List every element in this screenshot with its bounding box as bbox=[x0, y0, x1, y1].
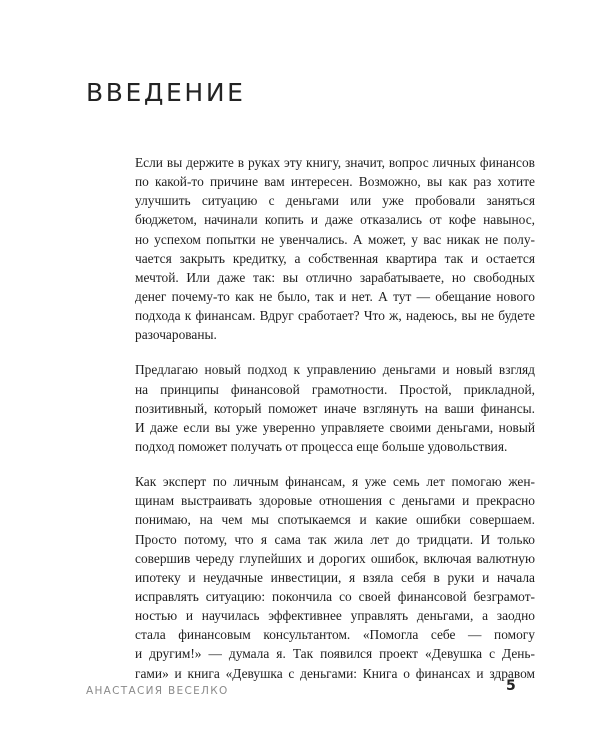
text-line: но успехом попытки не увенчались. А может, у вас никак не полу- bbox=[135, 231, 535, 247]
text-line: улучшить ситуацию с деньгами или уже пробовали заняться bbox=[135, 193, 535, 209]
text-line: Как эксперт по личным финансам, я уже семь лет помогаю жен- bbox=[135, 474, 535, 490]
paragraph bbox=[135, 153, 535, 344]
text-line: щинам выстраивать здоровые отношения с деньгами и прекрасно bbox=[135, 493, 535, 509]
text-line: чается закрыть кредитку, а собственная квартира так и остается bbox=[135, 250, 535, 266]
footer-author: АНАСТАСИЯ ВЕСЕЛКО bbox=[86, 685, 229, 697]
text-line: на принципы финансовой грамотности. Простой, прикладной, bbox=[135, 381, 535, 397]
text-line: разочарованы. bbox=[135, 327, 217, 343]
text-line: понимаю, на чем мы спотыкаемся и какие ошибки совершаем. bbox=[135, 512, 535, 528]
text-line: денег почему-то как не было, так и нет. А тут — обещание нового bbox=[135, 288, 535, 304]
text-line: по какой-то причине вам интересен. Возможно, вы как раз хотите bbox=[135, 174, 535, 190]
text-line: исправлять ситуацию: покончила со своей финансовой безграмот- bbox=[135, 588, 535, 604]
text-line: Предлагаю новый подход к управлению деньгами и новый взгляд bbox=[135, 362, 535, 378]
body-text bbox=[135, 153, 535, 699]
text-line: подход поможет получать от процесса еще больше удовольствия. bbox=[135, 438, 508, 454]
text-line: стала финансовым консультантом. «Помогла себе — помогу bbox=[135, 627, 535, 643]
text-line: позитивный, который поможет иначе взглянуть на ваши финансы. bbox=[135, 400, 535, 416]
paragraph bbox=[135, 360, 535, 456]
text-line: подхода к финансам. Вдруг сработает? Что ж, надеюсь, вы не будете bbox=[135, 308, 535, 324]
text-line: ностью и научилась эффективнее управлять деньгами, а заодно bbox=[135, 608, 535, 624]
text-line: ипотеку и неудачные инвестиции, я взяла себя в руки и начала bbox=[135, 569, 535, 585]
paragraph bbox=[135, 472, 535, 683]
text-line: совершив череду глупейших и дорогих ошибок, включая валютную bbox=[135, 550, 535, 566]
chapter-title: ВВЕДЕНИЕ bbox=[86, 78, 246, 107]
text-line: бюджетом, начинали копить и даже отказались от кофе навынос, bbox=[135, 212, 535, 228]
text-line: Просто потому, что я сама так жила лет до тридцати. И только bbox=[135, 531, 535, 547]
page-number: 5 bbox=[506, 678, 516, 694]
text-line: Если вы держите в руках эту книгу, значит, вопрос личных финансов bbox=[135, 155, 535, 170]
text-line: И даже если вы уже уверенно управляете своими деньгами, новый bbox=[135, 419, 535, 435]
text-line: и другим!» — думала я. Так появился проект «Девушка с День- bbox=[135, 646, 535, 662]
text-line: мечтой. Или даже так: вы отлично зарабатываете, но свободных bbox=[135, 269, 535, 285]
text-line: гами» и книга «Девушка с деньгами: Книга о финансах и здравом bbox=[135, 665, 535, 681]
